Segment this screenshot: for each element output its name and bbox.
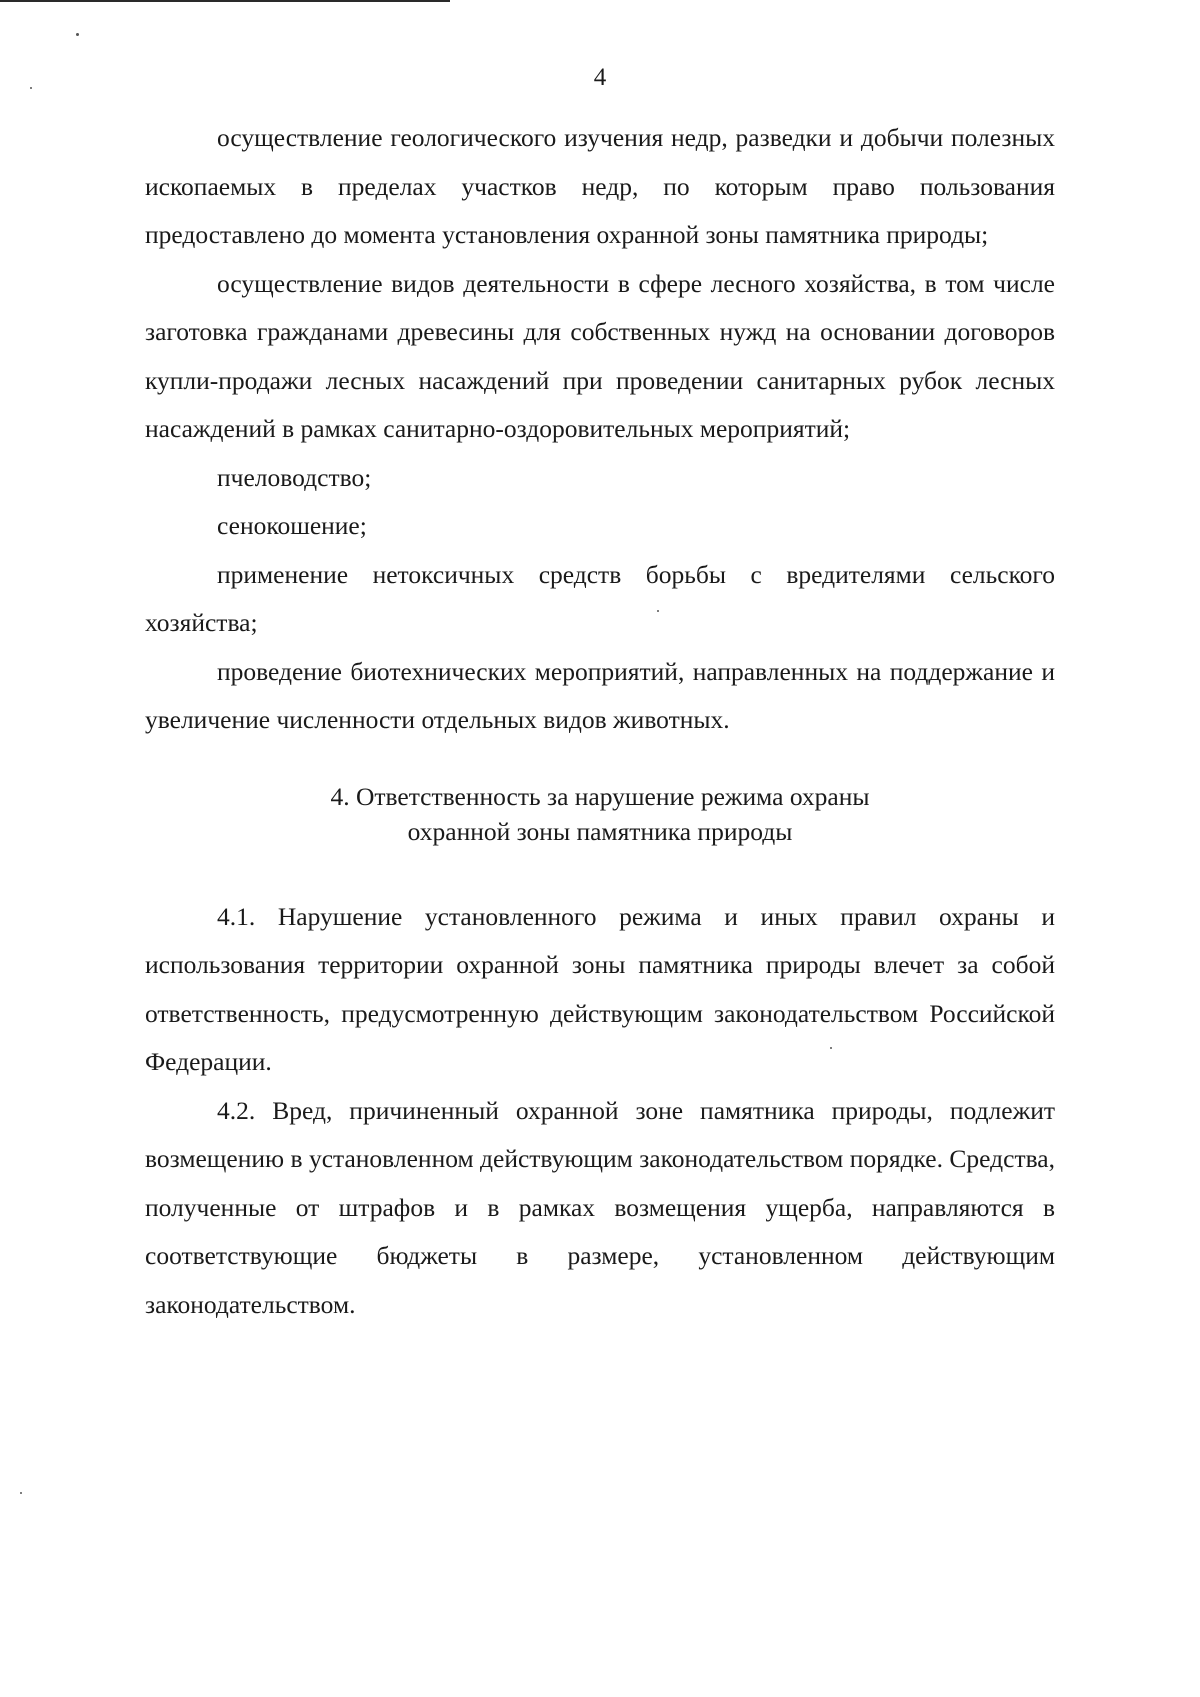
paragraph-pest-control: применение нетоксичных средств борьбы с вредителями сельского хозяйства;	[145, 559, 1055, 637]
section-heading	[145, 779, 1055, 849]
scan-speck	[20, 1492, 22, 1494]
page-number: 4	[593, 64, 607, 91]
paragraph-haymaking: сенокошение;	[217, 511, 367, 540]
paragraph-biotechnical-measures: проведение биотехнических мероприятий, направленных на поддержание и увеличение численности отдельных видов животных.	[145, 656, 1055, 734]
paragraph-geological-study: осуществление геологического изучения недр, разведки и добычи полезных ископаемых в пределах участков недр, по которым право пользования предоставлено до момента установления охранной зоны памятника природы;	[145, 123, 1055, 249]
scan-top-rule	[0, 0, 450, 2]
paragraph-4-1: 4.1. Нарушение установленного режима и иных правил охраны и использования территории охранной зоны памятника природы влечет за собой ответственность, предусмотренную действующим законодательством Российской Федерации.	[145, 901, 1055, 1076]
scan-speck	[76, 33, 79, 36]
paragraph-beekeeping: пчеловодство;	[217, 462, 372, 492]
section-heading-line-2: охранной зоны памятника природы	[407, 816, 793, 846]
section-heading-line-1: 4. Ответственность за нарушение режима охраны	[330, 781, 870, 811]
paragraph-forestry: осуществление видов деятельности в сфере лесного хозяйства, в том числе заготовка гражданами древесины для собственных нужд на основании договоров купли-продажи лесных насаждений при проведении санитарных рубок лесных насаждений в рамках санитарно-оздоровительных мероприятий;	[145, 268, 1055, 443]
paragraph-4-2: 4.2. Вред, причиненный охранной зоне памятника природы, подлежит возмещению в установленном действующим законодательством порядке. Средства, полученные от штрафов и в рамках возмещения ущерба, направляются в соответствующие бюджеты в размере, установленном действующим законодательством.	[145, 1095, 1055, 1319]
document-body	[145, 114, 1055, 1329]
